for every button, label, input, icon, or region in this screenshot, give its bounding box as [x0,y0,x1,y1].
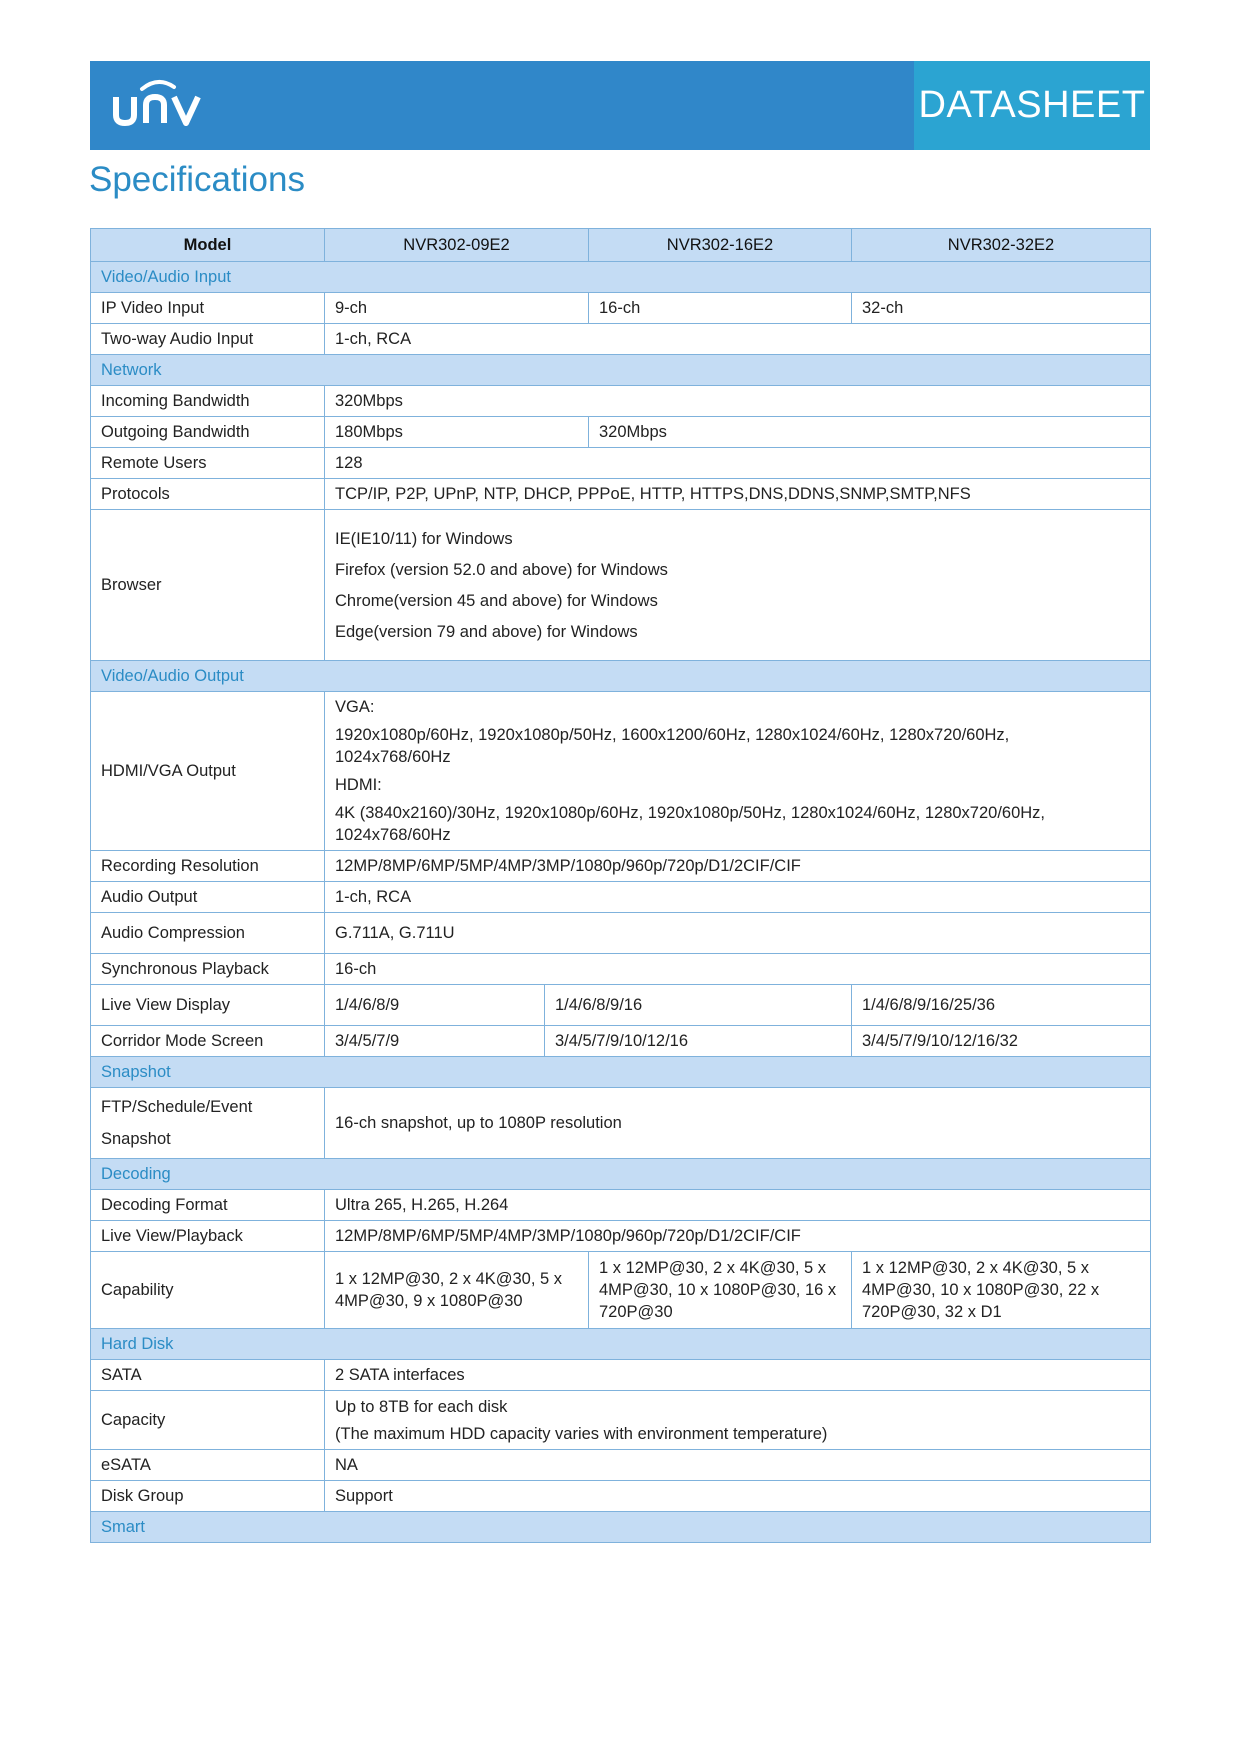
cell-value: 320Mbps [325,386,1151,417]
specifications-table [90,228,1151,1543]
header-banner [90,61,1150,150]
row-label: SATA [91,1360,325,1391]
hdmi-value: 4K (3840x2160)/30Hz, 1920x1080p/60Hz, 1920x1080p/50Hz, 1280x1024/60Hz, 1280x720/60Hz, 1024x768/60Hz [335,804,1046,844]
cell-value: 1 x 12MP@30, 2 x 4K@30, 5 x 4MP@30, 9 x 1080P@30 [325,1252,589,1329]
table-row [91,479,1151,510]
table-header-row [91,229,1151,262]
row-label: Protocols [91,479,325,510]
table-row [91,293,1151,324]
cell-value: 1/4/6/8/9/16/25/36 [852,985,1151,1026]
cell-value: 16-ch snapshot, up to 1080P resolution [325,1088,1151,1159]
row-label: Capability [91,1252,325,1329]
section-row [91,1512,1151,1543]
cell-value: 3/4/5/7/9/10/12/16/32 [852,1026,1151,1057]
row-label: Live View Display [91,985,325,1026]
section-title: Snapshot [91,1057,1151,1088]
cell-value: 16-ch [325,954,1151,985]
cell-value: 32-ch [852,293,1151,324]
page-title: Specifications [89,160,305,199]
cell-value: 3/4/5/7/9 [325,1026,545,1057]
cell-value: 9-ch [325,293,589,324]
cell-value: 180Mbps [325,417,589,448]
table-row [91,1391,1151,1450]
cell-value: 1 x 12MP@30, 2 x 4K@30, 5 x 4MP@30, 10 x 1080P@30, 22 x 720P@30, 32 x D1 [852,1252,1151,1329]
snapshot-label-line: FTP/Schedule/Event [101,1098,253,1116]
cell-value [325,1391,1151,1450]
cell-value: Ultra 265, H.265, H.264 [325,1190,1151,1221]
table-row [91,692,1151,851]
unv-logo-icon [108,75,218,133]
row-label: eSATA [91,1450,325,1481]
model-header: Model [91,229,325,262]
model-name: NVR302-16E2 [589,229,852,262]
section-row [91,1159,1151,1190]
row-label: Decoding Format [91,1190,325,1221]
row-label: Disk Group [91,1481,325,1512]
row-label: IP Video Input [91,293,325,324]
cell-value: 1/4/6/8/9 [325,985,545,1026]
cell-value: G.711A, G.711U [325,913,1151,954]
row-label: Live View/Playback [91,1221,325,1252]
table-row [91,882,1151,913]
cell-value: NA [325,1450,1151,1481]
table-row [91,1190,1151,1221]
cell-value: Support [325,1481,1151,1512]
section-row [91,1329,1151,1360]
section-title: Decoding [91,1159,1151,1190]
table-row [91,1026,1151,1057]
section-row [91,661,1151,692]
table-row [91,985,1151,1026]
section-title: Hard Disk [91,1329,1151,1360]
cell-value: 320Mbps [589,417,1151,448]
row-label: Remote Users [91,448,325,479]
cell-value: 16-ch [589,293,852,324]
section-row [91,1057,1151,1088]
table-row [91,1252,1151,1329]
section-title: Smart [91,1512,1151,1543]
vga-label: VGA: [335,698,375,716]
table-row [91,386,1151,417]
table-row [91,510,1151,661]
table-row [91,1360,1151,1391]
capacity-line: Up to 8TB for each disk [335,1397,508,1416]
table-row [91,954,1151,985]
row-label: Audio Output [91,882,325,913]
cell-value: 12MP/8MP/6MP/5MP/4MP/3MP/1080p/960p/720p/D1/2CIF/CIF [325,1221,1151,1252]
cell-value: 1/4/6/8/9/16 [545,985,852,1026]
section-row [91,355,1151,386]
row-label: Recording Resolution [91,851,325,882]
row-label: HDMI/VGA Output [91,692,325,851]
cell-value [325,510,1151,661]
row-label: Audio Compression [91,913,325,954]
cell-value: 1 x 12MP@30, 2 x 4K@30, 5 x 4MP@30, 10 x 1080P@30, 16 x 720P@30 [589,1252,852,1329]
row-label: Corridor Mode Screen [91,1026,325,1057]
table-row [91,913,1151,954]
table-row [91,1450,1151,1481]
browser-line: Chrome(version 45 and above) for Windows [335,591,658,610]
model-name: NVR302-32E2 [852,229,1151,262]
cell-value: 1-ch, RCA [325,324,1151,355]
cell-value: 2 SATA interfaces [325,1360,1151,1391]
capacity-line: (The maximum HDD capacity varies with environment temperature) [335,1424,828,1443]
cell-value: TCP/IP, P2P, UPnP, NTP, DHCP, PPPoE, HTTP, HTTPS,DNS,DDNS,SNMP,SMTP,NFS [325,479,1151,510]
table-row [91,448,1151,479]
cell-value: 12MP/8MP/6MP/5MP/4MP/3MP/1080p/960p/720p/D1/2CIF/CIF [325,851,1151,882]
row-label [91,1088,325,1159]
row-label: Browser [91,510,325,661]
model-name: NVR302-09E2 [325,229,589,262]
browser-line: IE(IE10/11) for Windows [335,529,513,548]
cell-value: 128 [325,448,1151,479]
table-row [91,324,1151,355]
cell-value: 1-ch, RCA [325,882,1151,913]
table-row [91,1481,1151,1512]
section-title: Video/Audio Output [91,661,1151,692]
row-label: Capacity [91,1391,325,1450]
vga-value: 1920x1080p/60Hz, 1920x1080p/50Hz, 1600x1200/60Hz, 1280x1024/60Hz, 1280x720/60Hz, 1024x768/60Hz [335,726,1010,766]
table-row [91,851,1151,882]
browser-line: Firefox (version 52.0 and above) for Windows [335,560,668,579]
snapshot-label-line: Snapshot [101,1130,171,1148]
section-title: Video/Audio Input [91,262,1151,293]
row-label: Outgoing Bandwidth [91,417,325,448]
section-title: Network [91,355,1151,386]
section-row [91,262,1151,293]
datasheet-label: DATASHEET [914,61,1150,150]
hdmi-label: HDMI: [335,776,382,794]
cell-value: 3/4/5/7/9/10/12/16 [545,1026,852,1057]
unv-logo [108,75,218,138]
table-row [91,1088,1151,1159]
browser-line: Edge(version 79 and above) for Windows [335,622,638,641]
table-row [91,1221,1151,1252]
table-row [91,417,1151,448]
cell-value [325,692,1151,851]
row-label: Synchronous Playback [91,954,325,985]
row-label: Two-way Audio Input [91,324,325,355]
row-label: Incoming Bandwidth [91,386,325,417]
